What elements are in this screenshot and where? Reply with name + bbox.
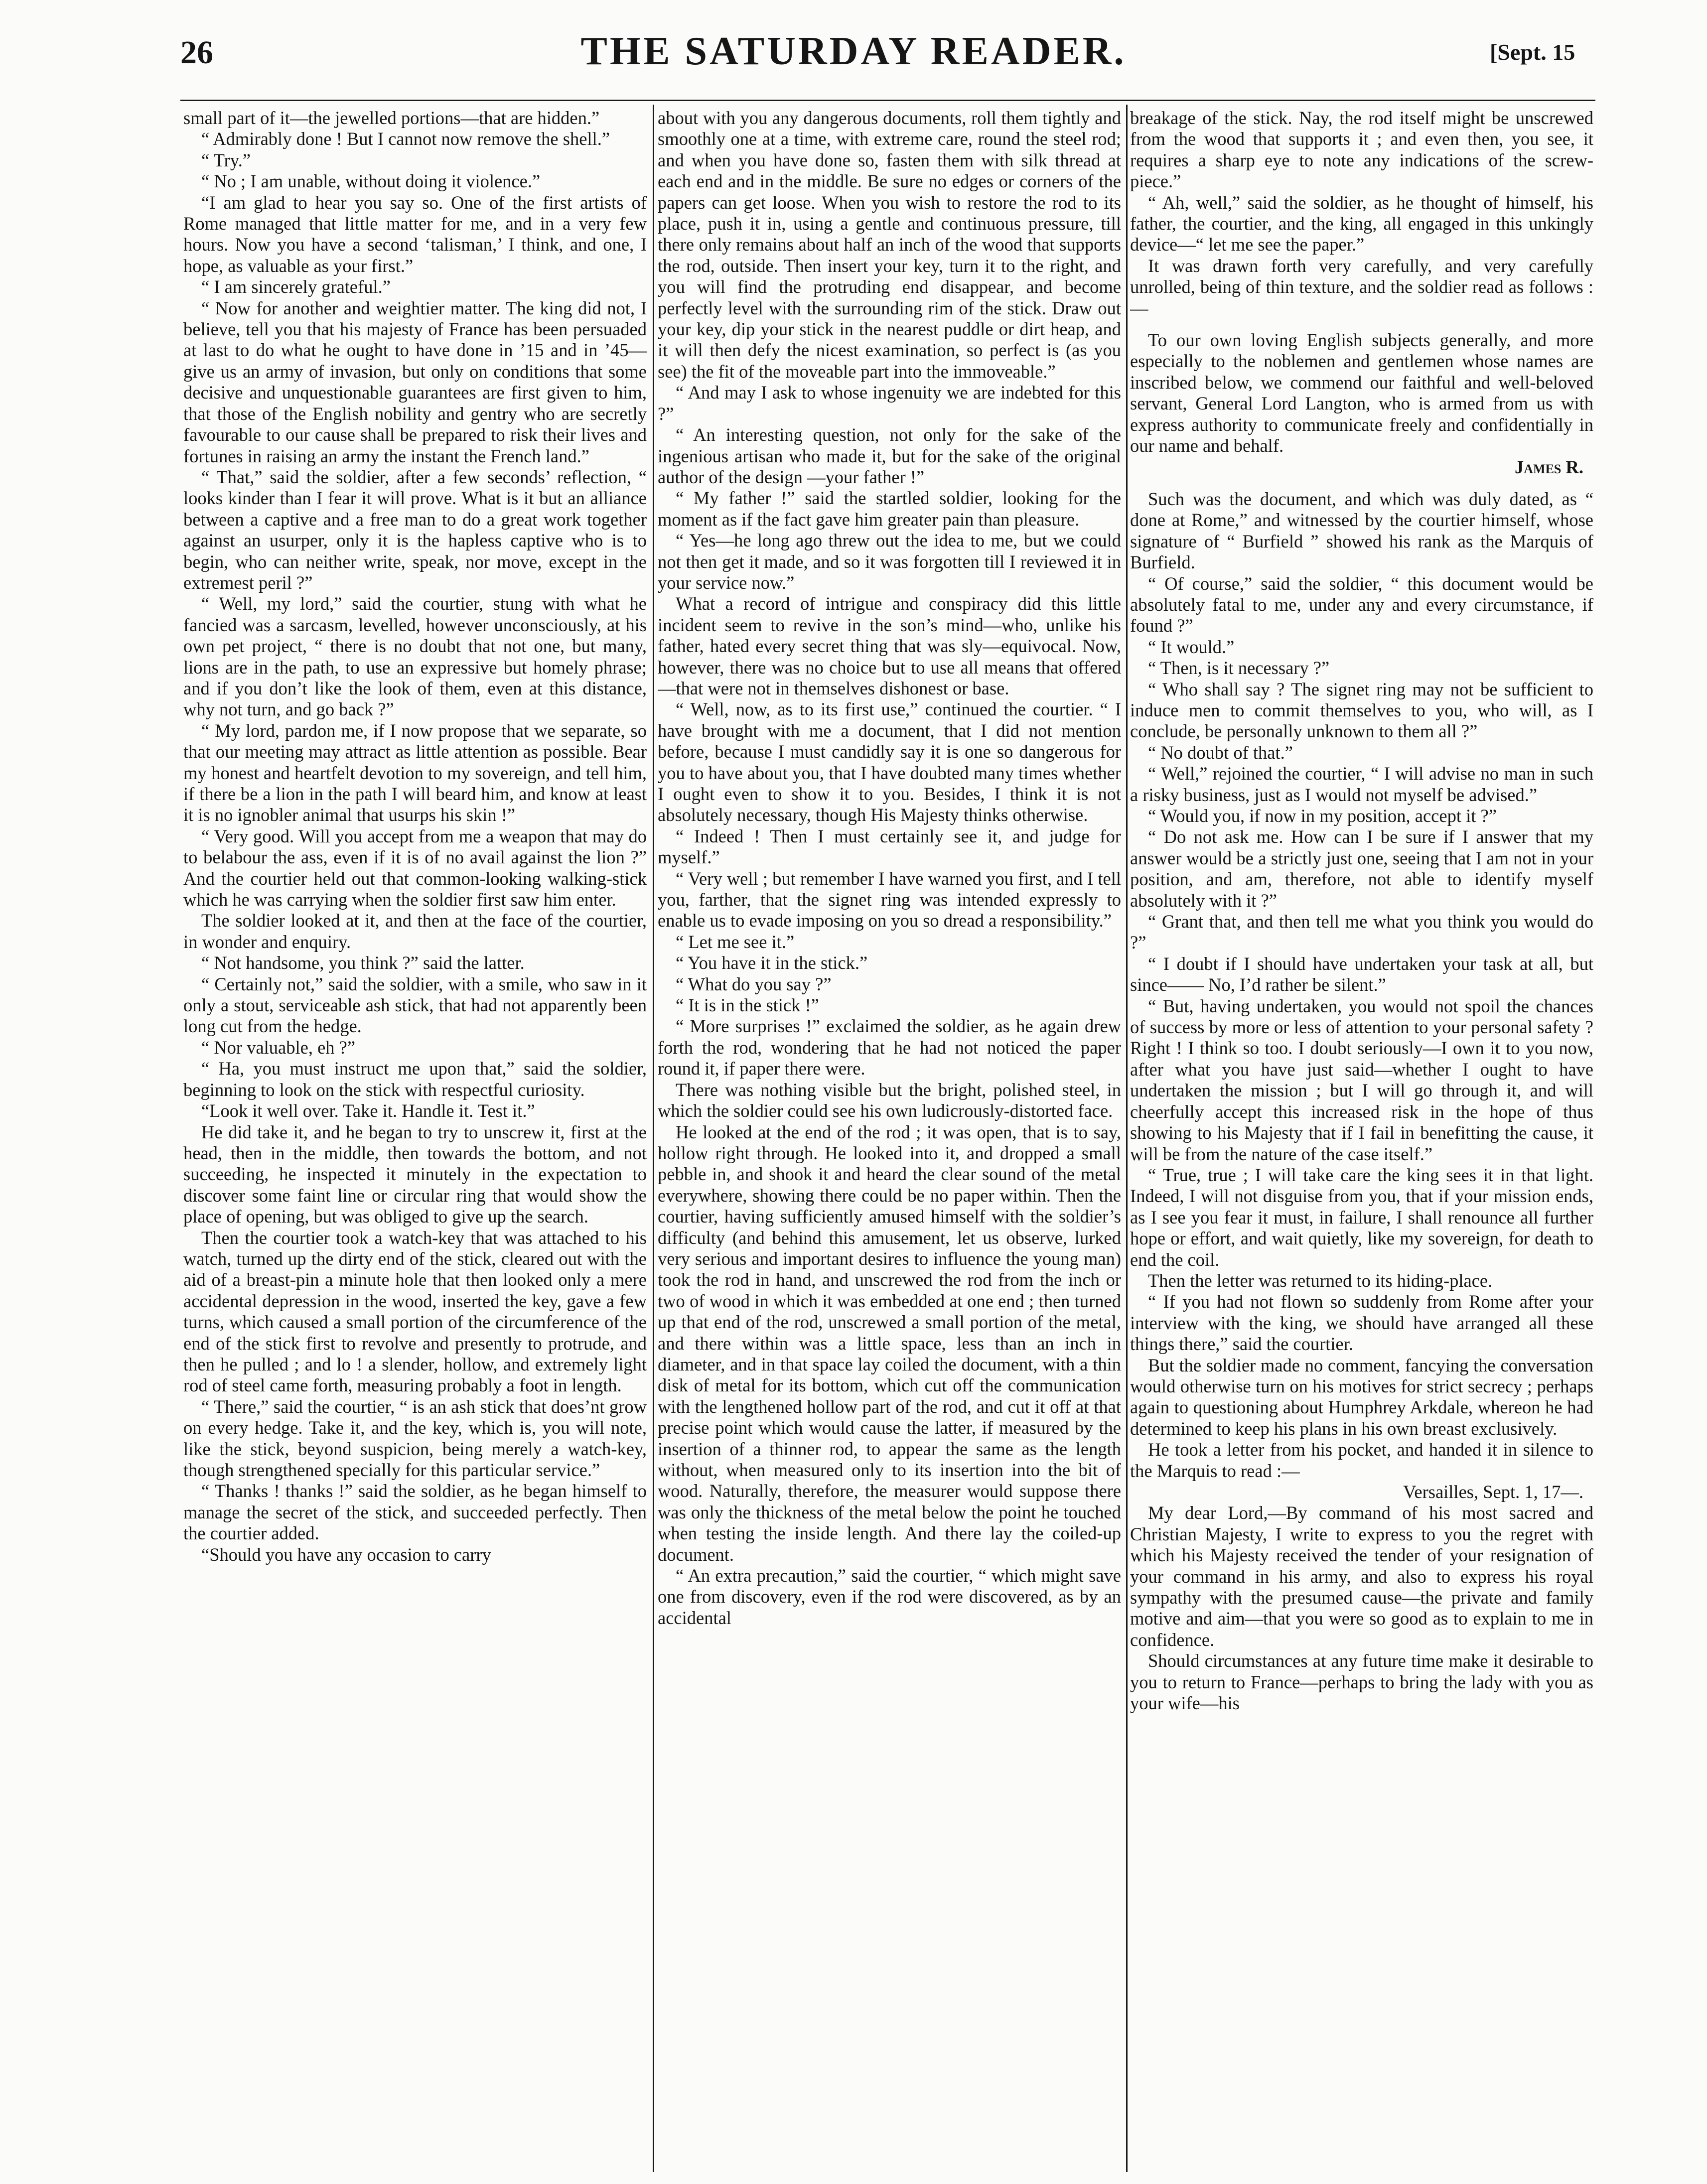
paragraph: Versailles, Sept. 1, 17—. xyxy=(1403,1482,1583,1502)
paragraph: “ An interesting question, not only for the sake of the ingenious artisan who made it, but for the sake of the original author of the design —your father !” xyxy=(658,424,1121,487)
paragraph: “ That,” said the soldier, after a few seconds’ reflection, “ looks kinder than I fear it will prove. What is it but an alliance between a captive and a free man to do a great work together against an usurper, only it is the hapless captive who is to begin, who can neither write, speak, nor move, except in the extremest peril ?” xyxy=(183,466,647,593)
paragraph: “ Who shall say ? The signet ring may not be sufficient to induce men to commit themselves to you, who will, as I conclude, be personally unknown to them all ?” xyxy=(1130,679,1593,742)
paragraph: “ More surprises !” exclaimed the soldier, as he again drew forth the rod, wondering that he had not noticed the paper round it, if paper there were. xyxy=(658,1016,1121,1079)
paragraph: He looked at the end of the rod ; it was open, that is to say, hollow right through. He looked into it, and dropped a small pebble in, and shook it and heard the clear sound of the metal everywhere, showing there could be no paper within. Then the courtier, having sufficiently amused himself with the soldier’s difficulty (and behind this amusement, let us observe, lurked very serious and important desires to influence the young man) took the rod in hand, and unscrewed the rod from the inch or two of wood in which it was embedded at one end ; then turned up that end of the rod, unscrewed a small portion of the metal, and there within was a little space, less than an inch in diameter, and in that space lay coiled the document, with a thin disk of metal for its bottom, which cut off the communication with the lengthened hollow part of the rod, and cut it off at that precise point which would cause the latter, if measured by the insertion of a thinner rod, to appear the same as the length without, when measured only to its insertion into the bit of wood. Naturally, therefore, the measurer would suppose there was only the thickness of the metal below the point he touched when testing the inside length. And there lay the coiled-up document. xyxy=(658,1121,1121,1565)
paragraph: My dear Lord,—By command of his most sacred and Christian Majesty, I write to express to you the regret with which his Majesty received the tender of your resignation of your command in his army, and also to express his royal sympathy with the presumed cause—the private and family motive and aim—that you were so good as to explain to me in confidence. xyxy=(1130,1502,1593,1650)
header-rule xyxy=(180,100,1595,101)
paragraph: But the soldier made no comment, fancying the conversation would otherwise turn on his motives for strict secrecy ; perhaps again to questioning about Humphrey Arkdale, whereon he had determined to keep his plans in his own breast exclusively. xyxy=(1130,1355,1593,1439)
paragraph: “ Certainly not,” said the soldier, with a smile, who saw in it only a stout, serviceable ash stick, that had not apparently been long cut from the hedge. xyxy=(183,973,647,1037)
paragraph: “ I am sincerely grateful.” xyxy=(201,276,391,297)
paragraph: “I am glad to hear you say so. One of the first artists of Rome managed that little matter for me, and in a very few hours. Now you have a second ‘talisman,’ I think, and one, I hope, as valuable as your first.” xyxy=(183,192,647,276)
paragraph: “ Nor valuable, eh ?” xyxy=(201,1037,356,1058)
paragraph: “ Thanks ! thanks !” said the soldier, as he began himself to manage the secret of the stick, and succeeded perfectly. Then the courtier added. xyxy=(183,1481,647,1544)
paragraph: about with you any dangerous documents, roll them tightly and smoothly one at a time, with extreme care, round the steel rod; and when you have done so, fasten them with silk thread at each end and in the middle. Be sure no edges or corners of the papers can get loose. When you wish to restore the rod to its place, push it in, using a gentle and continuous pressure, till there only remains about half an inch of the wood that supports the rod, outside. Then insert your key, turn it to the right, and you will find the protruding end disappear, and become perfectly level with the surrounding rim of the stick. Draw out your key, dip your stick in the nearest puddle or dirt heap, and it will then defy the nicest examination, so perfect is (as you see) the fit of the moveable part into the immoveable.” xyxy=(658,108,1121,382)
paragraph: “ Do not ask me. How can I be sure if I answer that my answer would be a strictly just one, seeing that I am not in your position, and am, therefore, not able to identify myself absolutely with it ?” xyxy=(1130,826,1593,911)
paragraph: “ My lord, pardon me, if I now propose that we separate, so that our meeting may attract as little attention as possible. Bear my honest and heartfelt devotion to my sovereign, and tell him, if there be a lion in the path I will beard him, and know at least it is no ignobler animal that usurps his skin !” xyxy=(183,720,647,825)
spacer xyxy=(1130,319,1593,330)
paragraph: What a record of intrigue and conspiracy did this little incident seem to revive in the son’s mind—who, unlike his father, hated every secret thing that was sly—equivocal. Now, however, there was no choice but to use all means that offered—that were not in themselves dishonest or base. xyxy=(658,593,1121,698)
paragraph: “ No ; I am unable, without doing it violence.” xyxy=(201,171,541,192)
paragraph: To our own loving English subjects generally, and more especially to the noblemen and gentlemen whose names are inscribed below, we commend our faithful and well-beloved servant, General Lord Langton, who is armed from us with express authority to communicate freely and confidentially in our name and behalf. xyxy=(1130,330,1593,456)
paragraph: “ Well, now, as to its first use,” continued the courtier. “ I have brought with me a document, that I did not mention before, because I must candidly say it is one so dangerous for you to have about you, that I have doubted many times whether I ought even to show it to you. Besides, I think it is not absolutely necessary, though His Majesty thinks otherwise. xyxy=(658,699,1121,825)
paragraph: “ Try.” xyxy=(201,149,251,170)
paragraph: “ And may I ask to whose ingenuity we are indebted for this ?” xyxy=(658,382,1121,424)
issue-date: [Sept. 15 xyxy=(1490,39,1575,65)
paragraph: “ Grant that, and then tell me what you think you would do ?” xyxy=(1130,911,1593,953)
column-3 xyxy=(1130,108,1593,2170)
column-rule-1 xyxy=(653,105,654,2172)
paragraph: There was nothing visible but the bright, polished steel, in which the soldier could see his own ludicrously-distorted face. xyxy=(658,1079,1121,1121)
paragraph: “ Admirably done ! But I cannot now remove the shell.” xyxy=(201,129,610,149)
paragraph: “ If you had not flown so suddenly from Rome after your interview with the king, we should have arranged all these things there,” said the courtier. xyxy=(1130,1291,1593,1355)
paragraph: Then the courtier took a watch-key that was attached to his watch, turned up the dirty end of the stick, cleared out with the aid of a breast-pin a minute hole that then looked only a mere accidental depression in the wood, inserted the key, gave a few turns, which caused a small portion of the circumference of the end of the stick first to revolve and presently to protrude, and then he pulled ; and lo ! a slender, hollow, and extremely light rod of steel came forth, measuring probably a foot in length. xyxy=(183,1227,647,1396)
paragraph: “ What do you say ?” xyxy=(676,973,832,994)
paragraph: “ My father !” said the startled soldier, looking for the moment as if the fact gave him greater pain than pleasure. xyxy=(658,488,1121,530)
paragraph: He did take it, and he began to try to unscrew it, first at the head, then in the middle, then towards the bottom, and not succeeding, he inspected it minutely in the expectation to discover some faint line or circular ring that would show the place of opening, but was obliged to give up the search. xyxy=(183,1121,647,1227)
paragraph: “ Well,” rejoined the courtier, “ I will advise no man in such a risky business, just as I would not myself be advised.” xyxy=(1130,763,1593,805)
paragraph: “ Of course,” said the soldier, “ this document would be absolutely fatal to me, under any and every circumstance, if found ?” xyxy=(1130,573,1593,636)
paragraph: “ You have it in the stick.” xyxy=(676,953,868,973)
paragraph: “ Would you, if now in my position, accept it ?” xyxy=(1148,806,1497,826)
paragraph: “ It would.” xyxy=(1148,636,1235,657)
paragraph: James R. xyxy=(1515,456,1583,477)
paragraph: “ Not handsome, you think ?” said the latter. xyxy=(201,953,525,973)
masthead-title: THE SATURDAY READER. xyxy=(580,29,1127,73)
paragraph: “ Let me see it.” xyxy=(676,931,795,952)
paragraph: The soldier looked at it, and then at the face of the courtier, in wonder and enquiry. xyxy=(183,910,647,952)
paragraph: “ Very good. Will you accept from me a weapon that may do to belabour the ass, even if it is of no avail against the lion ?” And the courtier held out that common-looking walking-stick which he was carrying when the soldier first saw him enter. xyxy=(183,825,647,910)
paragraph: “ True, true ; I will take care the king sees it in that light. Indeed, I will not disguise from you, that if your mission ends, as I see you fear it must, in failure, I shall renounce all further hope or effort, and wait quietly, like my sovereign, for death to end the coil. xyxy=(1130,1164,1593,1270)
paragraph: Such was the document, and which was duly dated, as “ done at Rome,” and witnessed by the courtier himself, whose signature of “ Burfield ” showed his rank as the Marquis of Burfield. xyxy=(1130,488,1593,573)
paragraph: “ Indeed ! Then I must certainly see it, and judge for myself.” xyxy=(658,825,1121,868)
paragraph: “ Now for another and weightier matter. The king did not, I believe, tell you that his majesty of France has been persuaded at last to do what he ought to have done in ’15 and in ’45—give us an army of invasion, but only on conditions that some decisive and unquestionable guarantees are first given to him, that those of the English nobility and gentry who are secretly favourable to our cause shall be prepared to risk their lives and fortunes in raising an army the instant the French land.” xyxy=(183,297,647,466)
paragraph: “ There,” said the courtier, “ is an ash stick that does’nt grow on every hedge. Take it, and the key, which is, you will note, like the stick, beyond suspicion, being merely a watch-key, though strengthened specially for this particular service.” xyxy=(183,1396,647,1480)
paragraph: “ Very well ; but remember I have warned you first, and I tell you, farther, that the signet ring was intended expressly to enable us to evade imposing on you so dread a responsibility.” xyxy=(658,868,1121,931)
paragraph: “ It is in the stick !” xyxy=(676,995,819,1016)
paragraph: “ Yes—he long ago threw out the idea to me, but we could not then get it made, and so it was forgotten till I reviewed it in your service now.” xyxy=(658,530,1121,593)
paragraph: “ I doubt if I should have undertaken your task at all, but since—— No, I’d rather be silent.” xyxy=(1130,953,1593,995)
column-rule-2 xyxy=(1126,105,1128,2172)
paragraph: It was drawn forth very carefully, and very carefully unrolled, being of thin texture, and the soldier read as follows :— xyxy=(1130,255,1593,318)
page-number: 26 xyxy=(180,34,213,71)
paragraph: Should circumstances at any future time make it desirable to you to return to France—perhaps to bring the lady with you as your wife—his xyxy=(1130,1650,1593,1714)
paragraph: “ No doubt of that.” xyxy=(1148,742,1293,763)
paragraph: “ But, having undertaken, you would not spoil the chances of success by more or less of attention to your personal safety ? Right ! I think so too. I doubt seriously—I own it to you now, after what you have just said—whether I ought to have undertaken the mission ; but I will go through it, and will cheerfully accept this increased risk in the hope of thus showing to his Majesty that if I fail in benefitting the cause, it will be from the nature of the case itself.” xyxy=(1130,995,1593,1164)
paragraph: “ Ha, you must instruct me upon that,” said the soldier, beginning to look on the stick with respectful curiosity. xyxy=(183,1058,647,1100)
paragraph: “ Well, my lord,” said the courtier, stung with what he fancied was a sarcasm, levelled, however unconsciously, at his own pet project, “ there is no doubt that not one, but many, lions are in the path, to use an expressive but homely phrase; and if you don’t like the look of them, even at this distance, why not turn, and go back ?” xyxy=(183,593,647,720)
paragraph: “Should you have any occasion to carry xyxy=(201,1544,491,1565)
column-1 xyxy=(183,108,647,2170)
paragraph: small part of it—the jewelled portions—that are hidden.” xyxy=(183,108,600,128)
paragraph: “ An extra precaution,” said the courtier, “ which might save one from discovery, even if the rod were discovered, as by an accidental xyxy=(658,1565,1121,1628)
paragraph: “ Ah, well,” said the soldier, as he thought of himself, his father, the courtier, and the king, all engaged in this unkingly device—“ let me see the paper.” xyxy=(1130,192,1593,255)
paragraph: breakage of the stick. Nay, the rod itself might be unscrewed from the wood that supports it ; and even then, you see, it requires a sharp eye to note any indications of the screw-piece.” xyxy=(1130,108,1593,192)
paragraph: Then the letter was returned to its hiding-place. xyxy=(1148,1270,1493,1291)
paragraph: “ Then, is it necessary ?” xyxy=(1148,658,1330,679)
column-2 xyxy=(658,108,1121,2170)
paragraph: He took a letter from his pocket, and handed it in silence to the Marquis to read :— xyxy=(1130,1439,1593,1481)
spacer xyxy=(1130,478,1593,489)
paragraph: “Look it well over. Take it. Handle it. Test it.” xyxy=(201,1100,535,1121)
